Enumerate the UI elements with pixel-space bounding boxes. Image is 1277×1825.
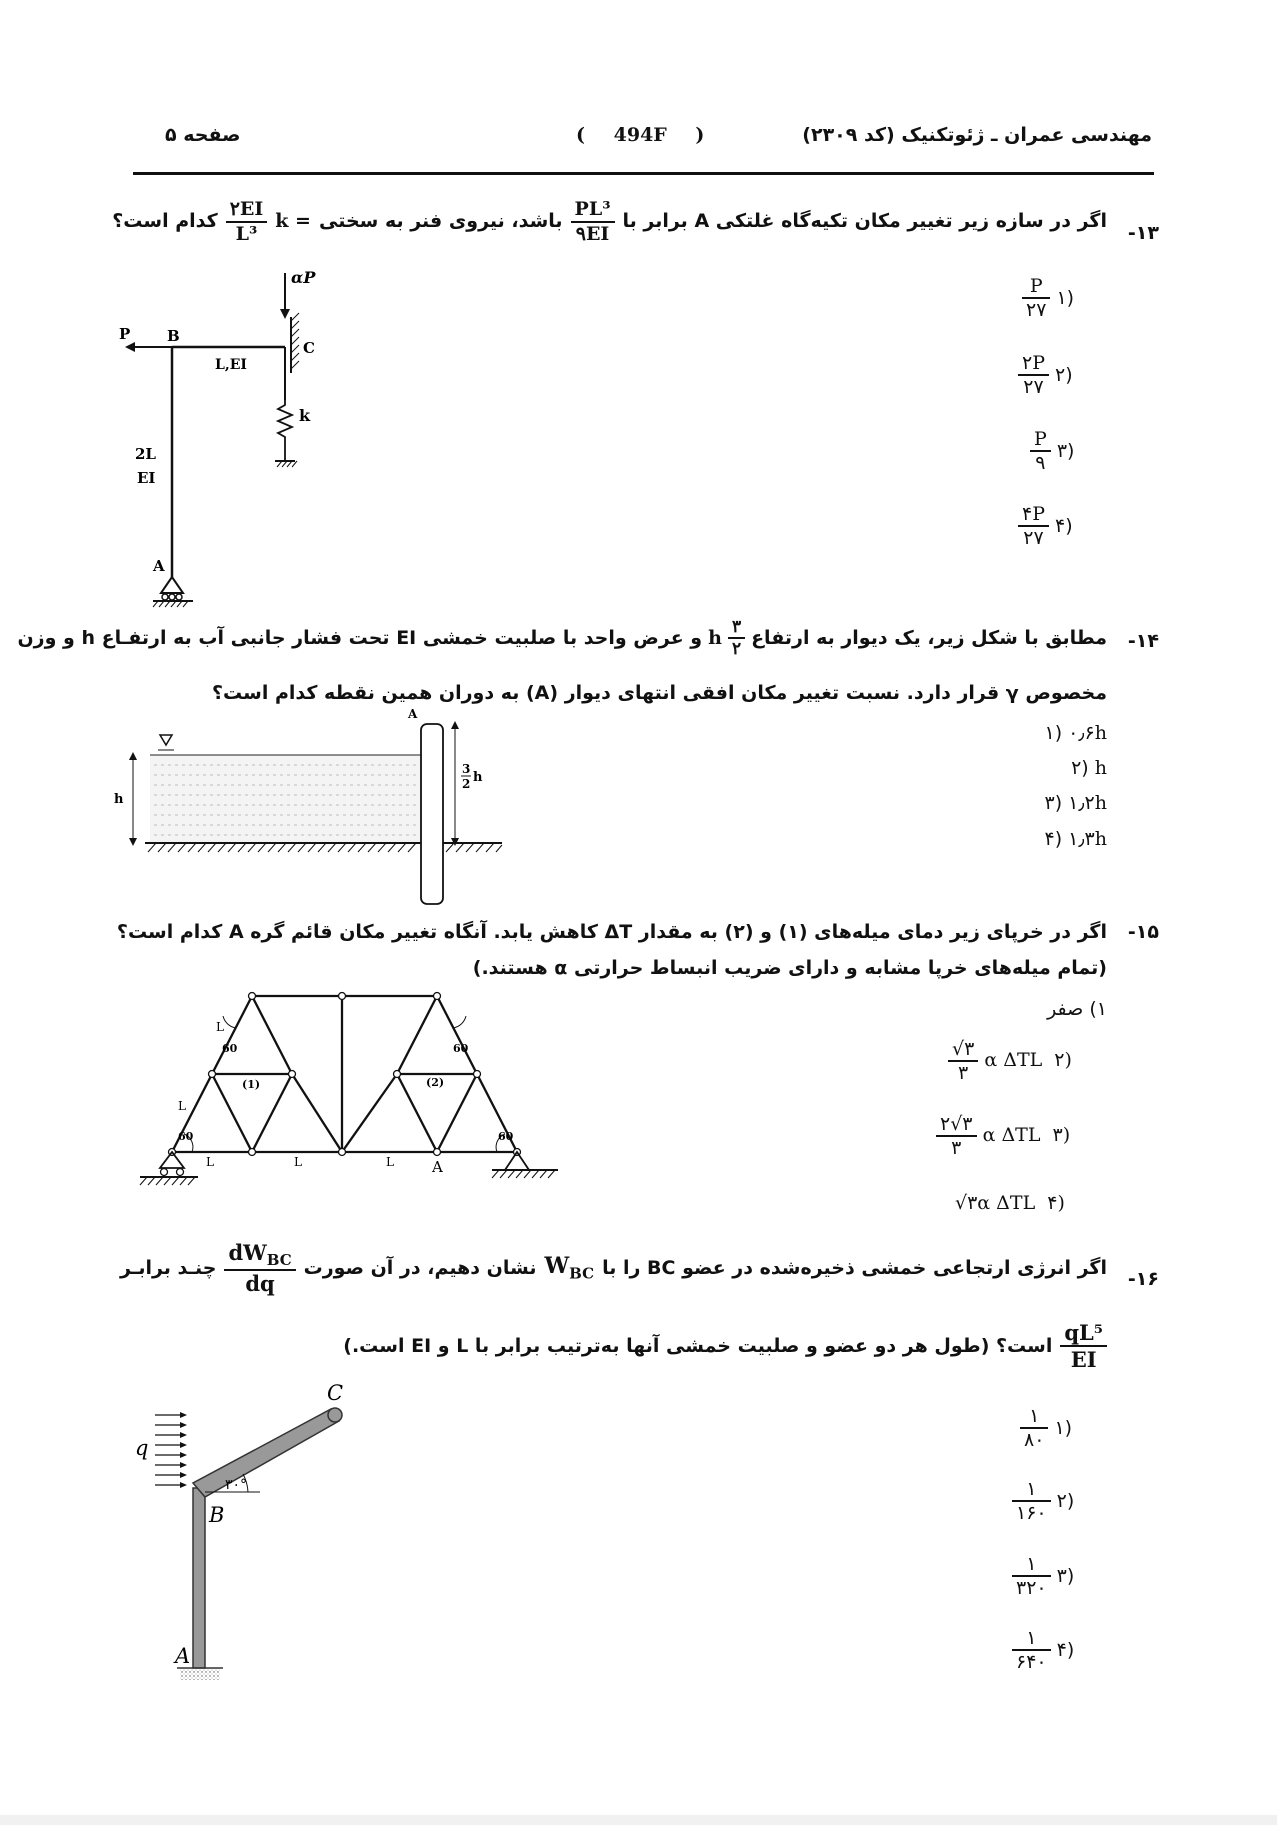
label-L-2: L	[178, 1099, 186, 1113]
label-A: A	[432, 1158, 443, 1176]
label-A: A	[153, 557, 165, 575]
label-L-5: L	[386, 1155, 394, 1169]
q13-text-a: اگر در سازه زیر تغییر مکان تکیه‌گاه غلتکی A برابر با	[622, 210, 1107, 233]
water-level-symbol	[160, 735, 172, 745]
q13-option-1-num: P	[1022, 275, 1050, 299]
label-EI: EI	[137, 469, 156, 487]
q13-option-4-label: ۴)	[1055, 514, 1073, 537]
q13-option-2-frac	[1018, 352, 1049, 398]
q15-option-3-den: ۳	[951, 1137, 962, 1159]
q15-truss-figure	[130, 980, 570, 1200]
q15-option-4[interactable]	[955, 1192, 1065, 1214]
dim-3-2h-arrow-top	[451, 721, 459, 729]
label-P: P	[119, 325, 131, 343]
q16-line-1-b: نشان دهیم، در آن صورت	[303, 1256, 537, 1279]
support-left-roller-2	[177, 1169, 184, 1176]
q16-option-4-label: ۴)	[1056, 1638, 1075, 1661]
q15-option-4-value: √۳α ΔTL	[955, 1192, 1036, 1214]
force-P-arrowhead	[125, 342, 135, 352]
support-right-hatch	[492, 1170, 555, 1178]
header-code-value: 494F	[613, 124, 667, 146]
q16-option-2-frac	[1012, 1478, 1051, 1524]
header-code-open: (	[576, 124, 585, 146]
q15-option-1[interactable]	[1047, 998, 1107, 1020]
q16-line-2-text: است؟ (طول هر دو عضو و صلبیت خمشی آنها به‌ترتیب برابر با L و EI است.)	[343, 1334, 1053, 1357]
support-A-triangle	[161, 577, 183, 593]
q15-option-2[interactable]	[948, 1038, 1072, 1084]
q16-derivative-den: dq	[245, 1271, 275, 1297]
q13-option-2-num: ۲P	[1018, 352, 1049, 376]
label-3: 3	[462, 762, 471, 776]
spring-k	[278, 400, 292, 461]
q13-text-c: کدام است؟	[112, 210, 218, 233]
label-B: B	[209, 1503, 225, 1527]
q16-option-2-den: ۱۶۰	[1016, 1502, 1047, 1524]
q14-line-1-b: و عرض واحد با صلبیت خمشی EI تحت فشار جانبی آب به ارتفـاع h و وزن	[17, 626, 703, 649]
q16-line-1	[120, 1240, 1107, 1296]
q16-wbc-w: W	[544, 1253, 570, 1280]
q14-option-1[interactable]	[1044, 722, 1107, 744]
q15-option-2-num: √۳	[948, 1038, 978, 1062]
ground-hatch	[148, 843, 502, 852]
q16-option-4-den: ۶۴۰	[1016, 1651, 1047, 1673]
q13-option-3-den: ۹	[1035, 452, 1046, 474]
q14-line-1	[17, 617, 1107, 660]
q16-frame-figure	[125, 1375, 385, 1685]
q13-option-3-frac	[1030, 428, 1051, 474]
q13-fraction-1-den: ۹EI	[575, 222, 610, 245]
q16-line-1-c: چنـد برابـر	[120, 1256, 217, 1279]
q14-option-2-label: ۲)	[1071, 757, 1089, 779]
q15-option-1-value: صفر	[1047, 998, 1084, 1020]
q13-text-b: باشد، نیروی فنر به سختی	[318, 210, 563, 233]
q16-wbc-sub: BC	[569, 1264, 595, 1283]
label-C: C	[327, 1381, 344, 1405]
q13-fraction-1	[571, 198, 615, 246]
q13-option-4-den: ۲۷	[1023, 527, 1044, 549]
q13-option-2[interactable]	[1018, 352, 1073, 398]
q16-number: -۱۶	[1127, 1268, 1159, 1290]
q14-height-fraction	[728, 617, 745, 660]
q16-option-3-label: ۳)	[1056, 1564, 1075, 1587]
q13-k-eq: k =	[275, 210, 311, 233]
q13-option-1-frac	[1022, 275, 1050, 321]
q14-number: -۱۴	[1127, 630, 1159, 652]
label-L-3: L	[206, 1155, 214, 1169]
q14-option-3-label: ۳)	[1044, 792, 1063, 814]
label-2: 2	[462, 777, 471, 791]
q14-option-4-value: ۱٫۳h	[1068, 828, 1107, 850]
q13-fraction-1-num: PL³	[571, 198, 615, 223]
label-2L: 2L	[135, 445, 156, 463]
q16-ql5-num: qL⁵	[1060, 1320, 1107, 1347]
q16-ql5-fraction	[1060, 1320, 1107, 1372]
q15-option-2-frac	[948, 1038, 978, 1084]
q13-option-1-den: ۲۷	[1026, 299, 1047, 321]
label-3-2-h: h	[473, 770, 483, 785]
q16-option-1-frac	[1020, 1405, 1048, 1451]
q13-text	[112, 198, 1107, 246]
q14-option-3-value: ۱٫۲h	[1068, 792, 1107, 814]
q15-line-2: (تمام میله‌های خرپا مشابه و دارای ضریب انبساط حرارتی α هستند.)	[472, 957, 1107, 979]
q13-fraction-2-den: L³	[235, 222, 258, 245]
q15-line-1: اگر در خرپای زیر دمای میله‌های (۱) و (۲) به مقدار ΔT کاهش یابد. آنگاه تغییر مکان قائم گره A کدام است؟	[116, 921, 1107, 943]
q15-option-2-den: ۳	[958, 1062, 969, 1084]
q16-derivative-num-sub: BC	[266, 1251, 292, 1270]
q13-option-3-label: ۳)	[1056, 439, 1075, 462]
q16-option-4[interactable]	[1012, 1627, 1074, 1673]
q15-option-2-label: ۲)	[1054, 1049, 1072, 1071]
label-A: A	[408, 707, 418, 721]
q16-line-2	[343, 1320, 1107, 1372]
q14-option-2[interactable]	[1071, 757, 1107, 779]
member-BC	[193, 1409, 339, 1497]
label-L-4: L	[294, 1155, 302, 1169]
q16-option-1-num: ۱	[1020, 1405, 1048, 1429]
support-A-roller-2	[169, 594, 175, 600]
page-bottom-bar	[0, 1815, 1277, 1825]
label-h: h	[114, 792, 124, 807]
q16-option-3[interactable]	[1012, 1553, 1074, 1599]
load-q-arrows	[155, 1415, 183, 1485]
q16-derivative-num	[224, 1240, 295, 1271]
q16-option-4-num: ۱	[1012, 1627, 1051, 1651]
water-body	[150, 755, 421, 843]
q16-option-3-frac	[1012, 1553, 1051, 1599]
label-C: C	[303, 339, 315, 357]
wall	[421, 724, 443, 904]
label-member-2: (2)	[426, 1076, 445, 1089]
ground-A	[180, 1668, 220, 1680]
q13-frame-figure	[115, 265, 345, 615]
label-60-4: 60	[498, 1130, 514, 1143]
q14-option-1-value: ۰٫۶h	[1068, 722, 1107, 744]
q16-option-1[interactable]	[1020, 1405, 1072, 1451]
support-A-roller-1	[162, 594, 168, 600]
q16-option-1-label: ۱)	[1054, 1416, 1073, 1439]
q15-option-1-label: ۱)	[1089, 998, 1107, 1020]
dim-h-arrow-top	[129, 752, 137, 760]
label-60-2: 60	[453, 1042, 469, 1055]
label-member-1: (1)	[242, 1078, 261, 1091]
q13-number: -۱۳	[1127, 222, 1159, 244]
q15-option-3-frac	[936, 1113, 977, 1159]
roller-guide-hatch	[291, 313, 299, 369]
label-q: q	[135, 1436, 149, 1460]
q13-option-4-frac	[1018, 503, 1049, 549]
q16-derivative-fraction	[224, 1240, 295, 1296]
q16-line-1-a: اگر انرژی ارتجاعی خمشی ذخیره‌شده در عضو BC را با	[602, 1256, 1107, 1279]
q15-option-3-tail: α ΔTL	[982, 1124, 1041, 1146]
q13-option-4[interactable]	[1018, 503, 1073, 549]
support-A-roller-3	[176, 594, 182, 600]
q14-option-3[interactable]	[1044, 792, 1107, 814]
q16-option-3-num: ۱	[1012, 1553, 1051, 1577]
q14-option-2-value: h	[1094, 757, 1107, 779]
q16-option-2-label: ۲)	[1056, 1489, 1075, 1512]
label-aP: αP	[291, 268, 316, 287]
q14-wall-figure	[110, 700, 510, 910]
angle-arc-top-left	[223, 1016, 236, 1028]
q14-line-1-a: مطابق با شکل زیر، یک دیوار به ارتفاع	[751, 626, 1107, 649]
q13-option-2-label: ۲)	[1055, 363, 1073, 386]
q14-option-4[interactable]	[1044, 828, 1107, 850]
q16-option-4-frac	[1012, 1627, 1051, 1673]
label-L-1: L	[216, 1020, 224, 1034]
q13-fraction-2-num: ۲EI	[226, 198, 268, 223]
q16-option-2-num: ۱	[1012, 1478, 1051, 1502]
q13-option-2-den: ۲۷	[1023, 376, 1044, 398]
force-aP-arrowhead	[280, 309, 290, 319]
q14-option-4-label: ۴)	[1044, 828, 1063, 850]
q15-option-4-label: ۴)	[1047, 1192, 1065, 1214]
q14-line-2: مخصوص γ قرار دارد. نسبت تغییر مکان افقی انتهای دیوار (A) به دوران همین نقطه کدام است؟	[212, 682, 1107, 704]
q15-option-3[interactable]	[936, 1113, 1070, 1159]
q13-option-3[interactable]	[1030, 428, 1074, 474]
q13-option-1[interactable]	[1022, 275, 1074, 321]
q15-option-3-label: ۳)	[1052, 1124, 1071, 1146]
q16-wbc	[544, 1253, 594, 1282]
header-title: مهندسی عمران ـ ژئوتکنیک (کد ۲۳۰۹)	[802, 124, 1152, 146]
q16-derivative-num-main: dW	[228, 1240, 267, 1265]
header-code-close: )	[695, 124, 705, 146]
q13-fraction-2	[226, 198, 268, 246]
load-q-arrowheads	[180, 1412, 187, 1488]
q15-number: -۱۵	[1127, 921, 1159, 943]
q15-option-2-tail: α ΔTL	[984, 1049, 1043, 1071]
label-60-1: 60	[222, 1042, 238, 1055]
support-left-hatch	[140, 1177, 195, 1185]
q14-option-1-label: ۱)	[1044, 722, 1063, 744]
label-A: A	[175, 1644, 191, 1668]
q13-option-3-num: P	[1030, 428, 1051, 452]
q16-option-2[interactable]	[1012, 1478, 1074, 1524]
header-code	[576, 124, 704, 146]
q14-height-fraction-den: ۲	[731, 639, 742, 660]
header-page: صفحه ۵	[165, 124, 241, 146]
q16-option-1-den: ۸۰	[1024, 1429, 1045, 1451]
label-60-3: 60	[178, 1130, 194, 1143]
q13-option-4-num: ۴P	[1018, 503, 1049, 527]
dim-h-arrow-bottom	[129, 838, 137, 846]
angle-arc-top-right	[453, 1016, 466, 1028]
member-AB	[193, 1488, 205, 1668]
q16-ql5-den: EI	[1070, 1347, 1097, 1373]
support-left-roller-1	[161, 1169, 168, 1176]
q14-height-fraction-num: ۳	[728, 617, 745, 639]
label-LEI: L,EI	[215, 357, 247, 373]
q16-option-3-den: ۳۲۰	[1016, 1577, 1047, 1599]
q14-height-h: h	[708, 626, 722, 649]
label-angle: ۳۰°	[225, 1477, 248, 1493]
label-B: B	[167, 327, 180, 345]
q13-option-1-label: ۱)	[1056, 286, 1075, 309]
member-C-end	[328, 1408, 342, 1422]
q15-option-3-num: ۲√۳	[936, 1113, 977, 1137]
header-rule	[133, 172, 1154, 175]
label-k: k	[299, 406, 311, 425]
